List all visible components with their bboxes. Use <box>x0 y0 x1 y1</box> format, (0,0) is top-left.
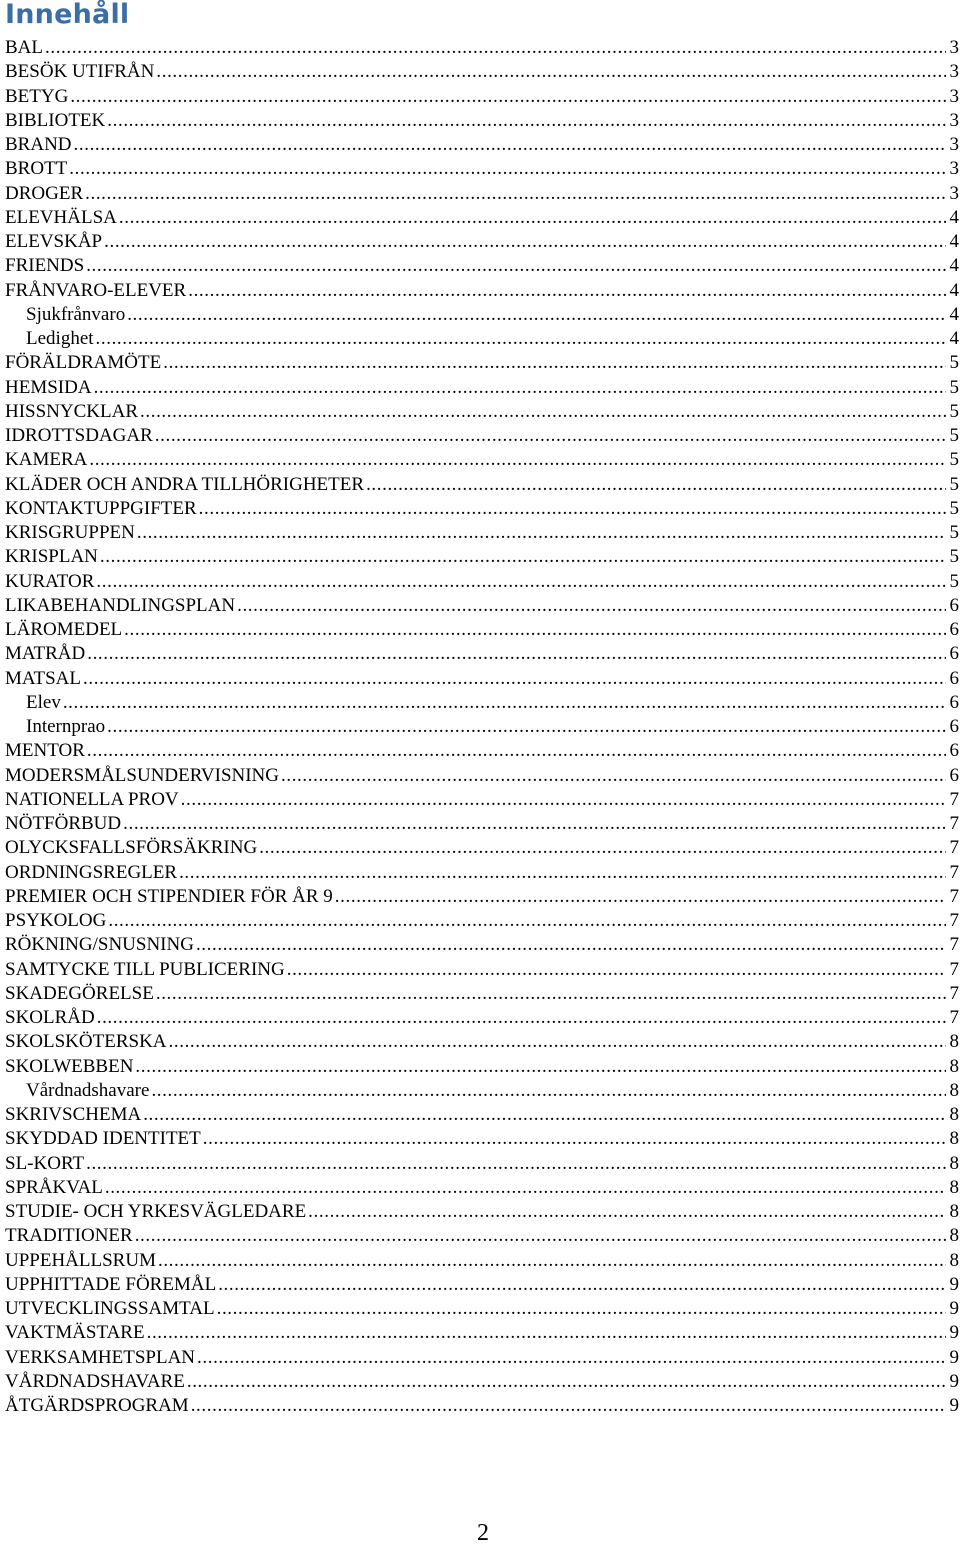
table-of-contents <box>5 36 959 1418</box>
toc-entry-label: SAMTYCKE TILL PUBLICERING <box>5 958 285 980</box>
dot-leader <box>105 1176 946 1200</box>
dot-leader <box>135 1224 946 1248</box>
dot-leader <box>169 1030 946 1054</box>
toc-entry-label: Vårdnadshavare <box>26 1079 150 1101</box>
toc-entry[interactable] <box>5 1152 959 1176</box>
toc-entry[interactable] <box>5 642 959 666</box>
toc-entry[interactable] <box>5 521 959 545</box>
toc-entry-page: 5 <box>949 522 959 543</box>
dot-leader <box>203 1127 946 1151</box>
dot-leader <box>127 303 945 327</box>
dot-leader <box>107 715 945 739</box>
toc-entry[interactable] <box>5 85 959 109</box>
toc-entry-label: ÅTGÄRDSPROGRAM <box>5 1395 189 1416</box>
toc-subentry[interactable] <box>5 327 959 351</box>
dot-leader <box>107 109 945 133</box>
page-number: 2 <box>477 1520 489 1546</box>
toc-entry-label: SKOLSKÖTERSKA <box>5 1031 167 1053</box>
toc-entry-label: Elev <box>26 691 61 713</box>
dot-leader <box>96 570 945 594</box>
toc-entry-page: 6 <box>949 594 959 616</box>
toc-entry-label: IDROTTSDAGAR <box>5 425 153 446</box>
toc-entry-label: MODERSMÅLSUNDERVISNING <box>5 764 279 786</box>
toc-entry-page: 8 <box>949 1249 959 1271</box>
toc-entry-label: UPPEHÅLLSRUM <box>5 1249 156 1271</box>
toc-entry-page: 7 <box>949 934 959 956</box>
toc-entry-page: 5 <box>949 497 959 519</box>
toc-entry-label: SKRIVSCHEMA <box>5 1104 142 1125</box>
dot-leader <box>179 861 945 885</box>
toc-entry-page: 8 <box>949 1152 959 1174</box>
toc-entry-page: 5 <box>949 352 959 374</box>
toc-entry[interactable] <box>5 1030 959 1054</box>
toc-entry-label: SKYDDAD IDENTITET <box>5 1128 201 1150</box>
toc-entry-label: FÖRÄLDRAMÖTE <box>5 352 162 374</box>
dot-leader <box>163 351 945 375</box>
toc-entry[interactable] <box>5 885 959 909</box>
toc-entry[interactable] <box>5 424 959 448</box>
toc-entry-page: 6 <box>949 643 959 665</box>
toc-entry-page: 8 <box>949 1104 959 1125</box>
dot-leader <box>124 618 945 642</box>
toc-entry[interactable] <box>5 594 959 618</box>
toc-entry[interactable] <box>5 182 959 206</box>
toc-entry-page: 5 <box>949 473 959 495</box>
toc-entry[interactable] <box>5 545 959 569</box>
toc-entry-page: 3 <box>949 182 959 204</box>
toc-entry[interactable] <box>5 1176 959 1200</box>
toc-entry[interactable] <box>5 788 959 812</box>
toc-entry-page: 4 <box>949 279 959 301</box>
toc-entry-label: KONTAKTUPPGIFTER <box>5 497 197 519</box>
toc-entry-label: UPPHITTADE FÖREMÅL <box>5 1273 217 1295</box>
toc-entry-label: UTVECKLINGSSAMTAL <box>5 1298 215 1319</box>
toc-entry[interactable] <box>5 157 959 181</box>
toc-subentry[interactable] <box>5 715 959 739</box>
dot-leader <box>218 1273 945 1297</box>
toc-entry-page: 6 <box>949 716 959 737</box>
toc-entry[interactable] <box>5 230 959 254</box>
toc-entry[interactable] <box>5 1394 959 1418</box>
toc-entry-page: 8 <box>949 1128 959 1150</box>
toc-entry-page: 9 <box>949 1298 959 1319</box>
toc-entry-page: 7 <box>949 813 959 834</box>
toc-entry[interactable] <box>5 109 959 133</box>
toc-entry-page: 8 <box>949 1201 959 1222</box>
toc-entry[interactable] <box>5 958 959 982</box>
dot-leader <box>158 1249 946 1273</box>
toc-entry-label: RÖKNING/SNUSNING <box>5 934 194 956</box>
toc-entry-page: 7 <box>949 982 959 1004</box>
toc-entry-page: 6 <box>949 667 959 689</box>
toc-entry[interactable] <box>5 206 959 230</box>
toc-entry-label: ELEVSKÅP <box>5 231 103 252</box>
toc-entry-label: MATRÅD <box>5 643 86 665</box>
toc-entry-label: NÖTFÖRBUD <box>5 813 122 834</box>
toc-entry-page: 8 <box>949 1176 959 1198</box>
toc-entry[interactable] <box>5 279 959 303</box>
toc-entry-page: 6 <box>949 619 959 640</box>
toc-entry[interactable] <box>5 836 959 860</box>
dot-leader <box>63 691 946 715</box>
toc-entry-label: STUDIE- OCH YRKESVÄGLEDARE <box>5 1201 307 1222</box>
toc-entry-page: 3 <box>949 134 959 155</box>
toc-entry[interactable] <box>5 739 959 763</box>
toc-entry[interactable] <box>5 1370 959 1394</box>
toc-entry-label: SKADEGÖRELSE <box>5 982 154 1004</box>
toc-entry-label: SL-KORT <box>5 1152 85 1174</box>
toc-entry-label: KAMERA <box>5 449 88 471</box>
toc-entry[interactable] <box>5 667 959 691</box>
toc-entry-page: 9 <box>949 1346 959 1368</box>
toc-entry[interactable] <box>5 448 959 472</box>
toc-entry-label: SKOLRÅD <box>5 1007 95 1028</box>
toc-entry-page: 7 <box>949 861 959 883</box>
toc-entry-label: Ledighet <box>26 328 94 349</box>
dot-leader <box>100 545 946 569</box>
toc-entry-page: 8 <box>949 1031 959 1053</box>
dot-leader <box>140 400 945 424</box>
toc-entry[interactable] <box>5 133 959 157</box>
toc-entry-label: PREMIER OCH STIPENDIER FÖR ÅR 9 <box>5 885 333 907</box>
toc-entry-page: 8 <box>949 1055 959 1077</box>
dot-leader <box>197 1346 945 1370</box>
toc-entry[interactable] <box>5 1224 959 1248</box>
toc-entry-page: 6 <box>949 740 959 762</box>
toc-entry-label: ORDNINGSREGLER <box>5 861 178 883</box>
toc-entry[interactable] <box>5 1297 959 1321</box>
toc-entry-page: 4 <box>949 206 959 228</box>
toc-entry-label: HEMSIDA <box>5 376 92 398</box>
toc-entry-page: 4 <box>949 328 959 349</box>
toc-entry[interactable] <box>5 1321 959 1345</box>
dot-leader <box>259 836 945 860</box>
toc-entry-label: FRIENDS <box>5 255 85 277</box>
dot-leader <box>74 133 946 157</box>
toc-entry-page: 7 <box>949 1007 959 1028</box>
dot-leader <box>308 1200 945 1224</box>
dot-leader <box>86 254 945 278</box>
toc-entry-page: 3 <box>949 61 959 83</box>
toc-entry-label: KRISPLAN <box>5 546 98 568</box>
toc-entry-label: BESÖK UTIFRÅN <box>5 61 155 83</box>
toc-entry-label: OLYCKSFALLSFÖRSÄKRING <box>5 837 258 859</box>
toc-entry-label: FRÅNVARO-ELEVER <box>5 279 187 301</box>
toc-entry-label: ELEVHÄLSA <box>5 206 117 228</box>
toc-entry-label: BRAND <box>5 134 72 155</box>
toc-entry-label: PSYKOLOG <box>5 910 107 931</box>
toc-entry-page: 9 <box>949 1322 959 1344</box>
toc-entry[interactable] <box>5 1127 959 1151</box>
toc-entry[interactable] <box>5 1006 959 1030</box>
dot-leader <box>69 157 945 181</box>
toc-entry[interactable] <box>5 351 959 375</box>
toc-entry[interactable] <box>5 376 959 400</box>
toc-entry-page: 3 <box>949 85 959 107</box>
toc-entry-page: 5 <box>949 570 959 592</box>
toc-entry[interactable] <box>5 36 959 60</box>
toc-entry-page: 3 <box>949 109 959 131</box>
toc-entry-page: 7 <box>949 837 959 859</box>
toc-entry-label: KLÄDER OCH ANDRA TILLHÖRIGHETER <box>5 473 365 495</box>
dot-leader <box>87 739 946 763</box>
dot-leader <box>196 933 946 957</box>
dot-leader <box>217 1297 946 1321</box>
toc-entry[interactable] <box>5 570 959 594</box>
dot-leader <box>191 1394 946 1418</box>
toc-entry-label: BROTT <box>5 158 68 180</box>
dot-leader <box>45 36 946 60</box>
dot-leader <box>237 594 945 618</box>
toc-entry-label: KRISGRUPPEN <box>5 522 135 543</box>
toc-entry-page: 5 <box>949 546 959 568</box>
toc-title: Innehåll <box>5 0 130 30</box>
toc-entry-page: 8 <box>949 1225 959 1247</box>
dot-leader <box>94 376 946 400</box>
toc-entry-page: 5 <box>949 449 959 471</box>
toc-entry[interactable] <box>5 1103 959 1127</box>
toc-entry-label: MATSAL <box>5 667 82 689</box>
dot-leader <box>143 1103 945 1127</box>
dot-leader <box>119 206 946 230</box>
toc-entry-label: VAKTMÄSTARE <box>5 1322 145 1344</box>
dot-leader <box>137 521 946 545</box>
toc-entry-label: SPRÅKVAL <box>5 1176 103 1198</box>
dot-leader <box>281 764 946 788</box>
toc-entry-label: LÄROMEDEL <box>5 619 123 640</box>
toc-entry[interactable] <box>5 812 959 836</box>
dot-leader <box>187 1370 946 1394</box>
toc-entry-page: 9 <box>949 1273 959 1295</box>
dot-leader <box>96 327 946 351</box>
toc-entry[interactable] <box>5 764 959 788</box>
toc-entry[interactable] <box>5 1346 959 1370</box>
toc-entry[interactable] <box>5 1055 959 1079</box>
toc-entry-page: 4 <box>949 255 959 277</box>
toc-entry-label: SKOLWEBBEN <box>5 1055 134 1077</box>
dot-leader <box>366 473 945 497</box>
toc-entry[interactable] <box>5 933 959 957</box>
dot-leader <box>199 497 946 521</box>
toc-entry[interactable] <box>5 909 959 933</box>
toc-entry-page: 4 <box>949 231 959 252</box>
toc-subentry[interactable] <box>5 1079 959 1103</box>
toc-entry-label: Sjukfrånvaro <box>26 303 126 325</box>
dot-leader <box>181 788 946 812</box>
toc-entry-label: VERKSAMHETSPLAN <box>5 1346 196 1368</box>
toc-entry-label: BETYG <box>5 85 69 107</box>
toc-entry-page: 9 <box>949 1370 959 1392</box>
toc-entry-label: NATIONELLA PROV <box>5 788 179 810</box>
dot-leader <box>156 982 946 1006</box>
toc-entry[interactable] <box>5 1273 959 1297</box>
toc-subentry[interactable] <box>5 691 959 715</box>
toc-entry-page: 9 <box>949 1395 959 1416</box>
toc-subentry[interactable] <box>5 303 959 327</box>
toc-entry-page: 6 <box>949 764 959 786</box>
dot-leader <box>335 885 946 909</box>
toc-entry-label: KURATOR <box>5 570 95 592</box>
dot-leader <box>151 1079 945 1103</box>
dot-leader <box>135 1055 945 1079</box>
toc-entry-page: 5 <box>949 400 959 422</box>
toc-entry[interactable] <box>5 473 959 497</box>
toc-entry-page: 7 <box>949 885 959 907</box>
toc-entry[interactable] <box>5 618 959 642</box>
toc-entry-page: 7 <box>949 958 959 980</box>
toc-entry-page: 5 <box>949 376 959 398</box>
dot-leader <box>70 85 945 109</box>
toc-entry-label: BAL <box>5 37 43 58</box>
toc-entry-page: 6 <box>949 691 959 713</box>
toc-entry[interactable] <box>5 861 959 885</box>
toc-entry-page: 7 <box>949 788 959 810</box>
toc-entry[interactable] <box>5 400 959 424</box>
toc-entry[interactable] <box>5 254 959 278</box>
toc-entry-label: TRADITIONER <box>5 1225 133 1247</box>
dot-leader <box>108 909 945 933</box>
dot-leader <box>97 1006 946 1030</box>
toc-entry-page: 3 <box>949 158 959 180</box>
toc-entry-label: MENTOR <box>5 740 85 762</box>
dot-leader <box>83 667 945 691</box>
dot-leader <box>123 812 945 836</box>
toc-entry[interactable] <box>5 982 959 1006</box>
toc-entry-page: 3 <box>949 37 959 58</box>
toc-entry-label: LIKABEHANDLINGSPLAN <box>5 594 236 616</box>
dot-leader <box>86 1152 945 1176</box>
dot-leader <box>87 642 945 666</box>
toc-entry[interactable] <box>5 497 959 521</box>
toc-entry-page: 7 <box>949 910 959 931</box>
toc-entry-page: 8 <box>949 1079 959 1101</box>
toc-entry-label: Internprao <box>26 716 106 737</box>
dot-leader <box>104 230 945 254</box>
dot-leader <box>155 424 946 448</box>
dot-leader <box>287 958 946 982</box>
toc-entry[interactable] <box>5 1249 959 1273</box>
dot-leader <box>147 1321 946 1345</box>
toc-entry-page: 5 <box>949 425 959 446</box>
toc-entry-label: DROGER <box>5 182 84 204</box>
toc-entry-page: 4 <box>949 303 959 325</box>
toc-entry-label: VÅRDNADSHAVARE <box>5 1370 185 1392</box>
dot-leader <box>89 448 945 472</box>
toc-entry[interactable] <box>5 1200 959 1224</box>
toc-entry-label: HISSNYCKLAR <box>5 400 139 422</box>
dot-leader <box>188 279 945 303</box>
toc-entry-label: BIBLIOTEK <box>5 109 106 131</box>
toc-entry[interactable] <box>5 60 959 84</box>
dot-leader <box>85 182 945 206</box>
dot-leader <box>156 60 945 84</box>
